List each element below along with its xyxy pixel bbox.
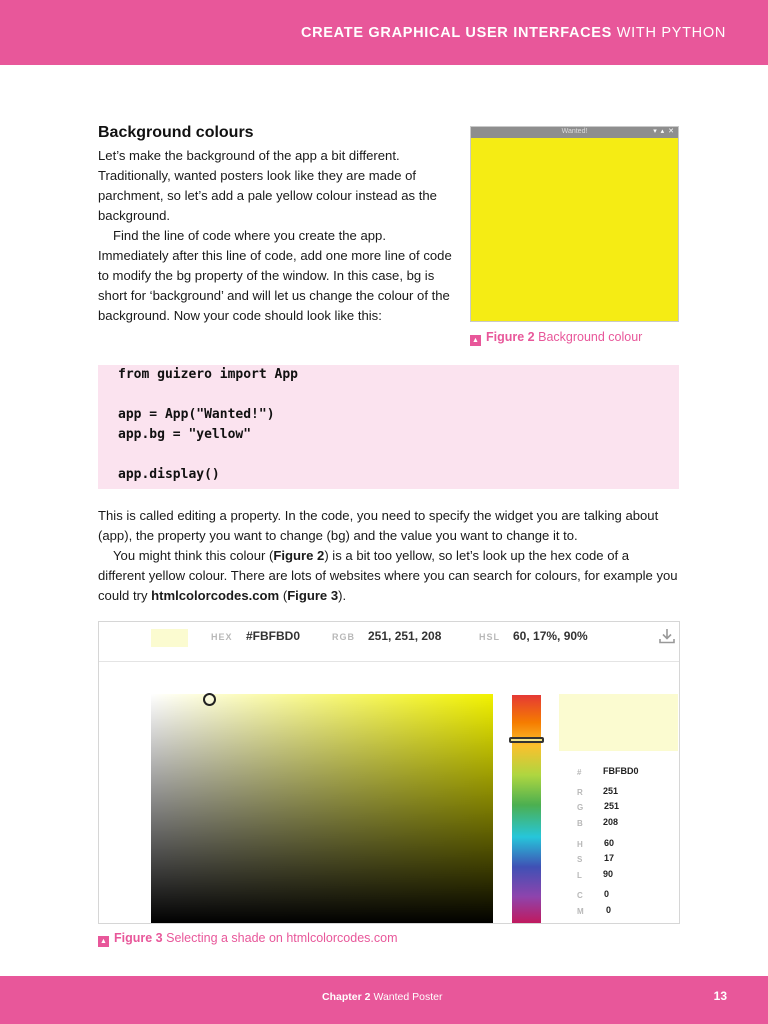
chapter-label: Chapter 2 bbox=[322, 991, 371, 1003]
r-label: R bbox=[577, 788, 583, 797]
paragraph-1: Let’s make the background of the app a bit different. Traditionally, wanted posters look like they are made of parchment, so let’s add a pale yellow colour instead as the background. bbox=[98, 148, 437, 223]
figure-3-reference: Figure 3 bbox=[287, 588, 339, 603]
h-label: H bbox=[577, 840, 583, 849]
footer-chapter bbox=[322, 991, 443, 1003]
code-line: app = App("Wanted!") bbox=[118, 407, 275, 422]
c-label: C bbox=[577, 891, 583, 900]
paragraph-4-part: ) is a bit too yellow, so let’s look up the hex code of a different yellow colour. There are lots of websites where you can search for colours, for example you could try bbox=[98, 548, 678, 603]
section-heading: Background colours bbox=[98, 124, 254, 141]
h-value[interactable]: 60 bbox=[604, 838, 615, 848]
m-label: M bbox=[577, 907, 584, 916]
code-block bbox=[98, 365, 679, 489]
figure-3-label: Figure 3 bbox=[114, 931, 163, 945]
saturation-value-picker[interactable] bbox=[151, 694, 493, 924]
code-line: app.bg = "yellow" bbox=[118, 427, 252, 442]
book-title-bold: CREATE GRAPHICAL USER INTERFACES bbox=[300, 25, 613, 41]
code-line: app.display() bbox=[118, 467, 220, 482]
figure-2-caption-text: Background colour bbox=[538, 330, 643, 344]
intro-text bbox=[98, 146, 453, 326]
book-title-rest: WITH PYTHON bbox=[616, 25, 726, 41]
code-line: from guizero import App bbox=[118, 367, 299, 382]
g-label: G bbox=[577, 803, 584, 812]
color-values-header bbox=[99, 622, 679, 662]
hue-slider[interactable] bbox=[512, 695, 541, 924]
r-value[interactable]: 251 bbox=[603, 786, 619, 796]
site-reference: htmlcolorcodes.com bbox=[151, 588, 280, 603]
figure-2-window bbox=[470, 126, 679, 322]
hex-value[interactable]: #FBFBD0 bbox=[246, 629, 301, 643]
b-label: B bbox=[577, 819, 583, 828]
hash-label: # bbox=[577, 768, 582, 777]
paragraph-4-part: ( bbox=[279, 588, 288, 603]
b-value[interactable]: 208 bbox=[603, 817, 619, 827]
figure-2-label: Figure 2 bbox=[486, 330, 535, 344]
window-titlebar bbox=[471, 127, 678, 138]
l-value[interactable]: 90 bbox=[603, 869, 614, 879]
s-value[interactable]: 17 bbox=[604, 853, 615, 863]
rgb-value[interactable]: 251, 251, 208 bbox=[368, 629, 442, 643]
book-title bbox=[301, 25, 726, 41]
page-number: 13 bbox=[713, 989, 727, 1003]
color-swatch-small bbox=[151, 629, 188, 647]
paragraph-3: This is called editing a property. In the code, you need to specify the widget you are talking about (app), the property you want to change (bg) and the value you want to change it to. bbox=[98, 508, 659, 543]
figure-3-caption-text: Selecting a shade on htmlcolorcodes.com bbox=[166, 931, 398, 945]
paragraph-4-part: You might think this colour ( bbox=[113, 548, 274, 563]
m-value[interactable]: 0 bbox=[606, 905, 612, 915]
l-label: L bbox=[577, 871, 582, 880]
hsl-value[interactable]: 60, 17%, 90% bbox=[513, 629, 588, 643]
paragraph-4 bbox=[98, 546, 678, 606]
rgb-label: RGB bbox=[332, 632, 355, 642]
picker-marker[interactable] bbox=[203, 693, 216, 706]
c-value[interactable]: 0 bbox=[604, 889, 610, 899]
hex-label: HEX bbox=[211, 632, 233, 642]
caption-triangle-icon: ▲ bbox=[470, 335, 481, 346]
caption-triangle-icon: ▲ bbox=[98, 936, 109, 947]
window-title: Wanted! bbox=[561, 128, 588, 135]
paragraph-2: Find the line of code where you create the app. Immediately after this line of code, add one more line of code to modify the bg property of the window. In this case, bg is short for ‘background’ and will let us change the colour of the background. Now your code should look like this: bbox=[98, 228, 452, 323]
window-controls-icon: ▾ ▴ ✕ bbox=[653, 128, 675, 135]
paragraph-4-part: ). bbox=[338, 588, 347, 603]
figure-3-color-picker bbox=[98, 621, 680, 924]
figure-2-caption bbox=[470, 330, 642, 346]
hash-value[interactable]: FBFBD0 bbox=[603, 766, 639, 776]
hue-slider-handle[interactable] bbox=[509, 737, 544, 743]
figure-2-reference: Figure 2 bbox=[273, 548, 325, 563]
download-icon[interactable] bbox=[658, 627, 676, 645]
g-value[interactable]: 251 bbox=[604, 801, 620, 811]
chapter-title: Wanted Poster bbox=[373, 991, 443, 1003]
color-preview-swatch bbox=[559, 694, 678, 751]
hsl-label: HSL bbox=[479, 632, 500, 642]
s-label: S bbox=[577, 855, 583, 864]
property-text bbox=[98, 506, 678, 606]
figure-3-caption bbox=[98, 931, 398, 947]
